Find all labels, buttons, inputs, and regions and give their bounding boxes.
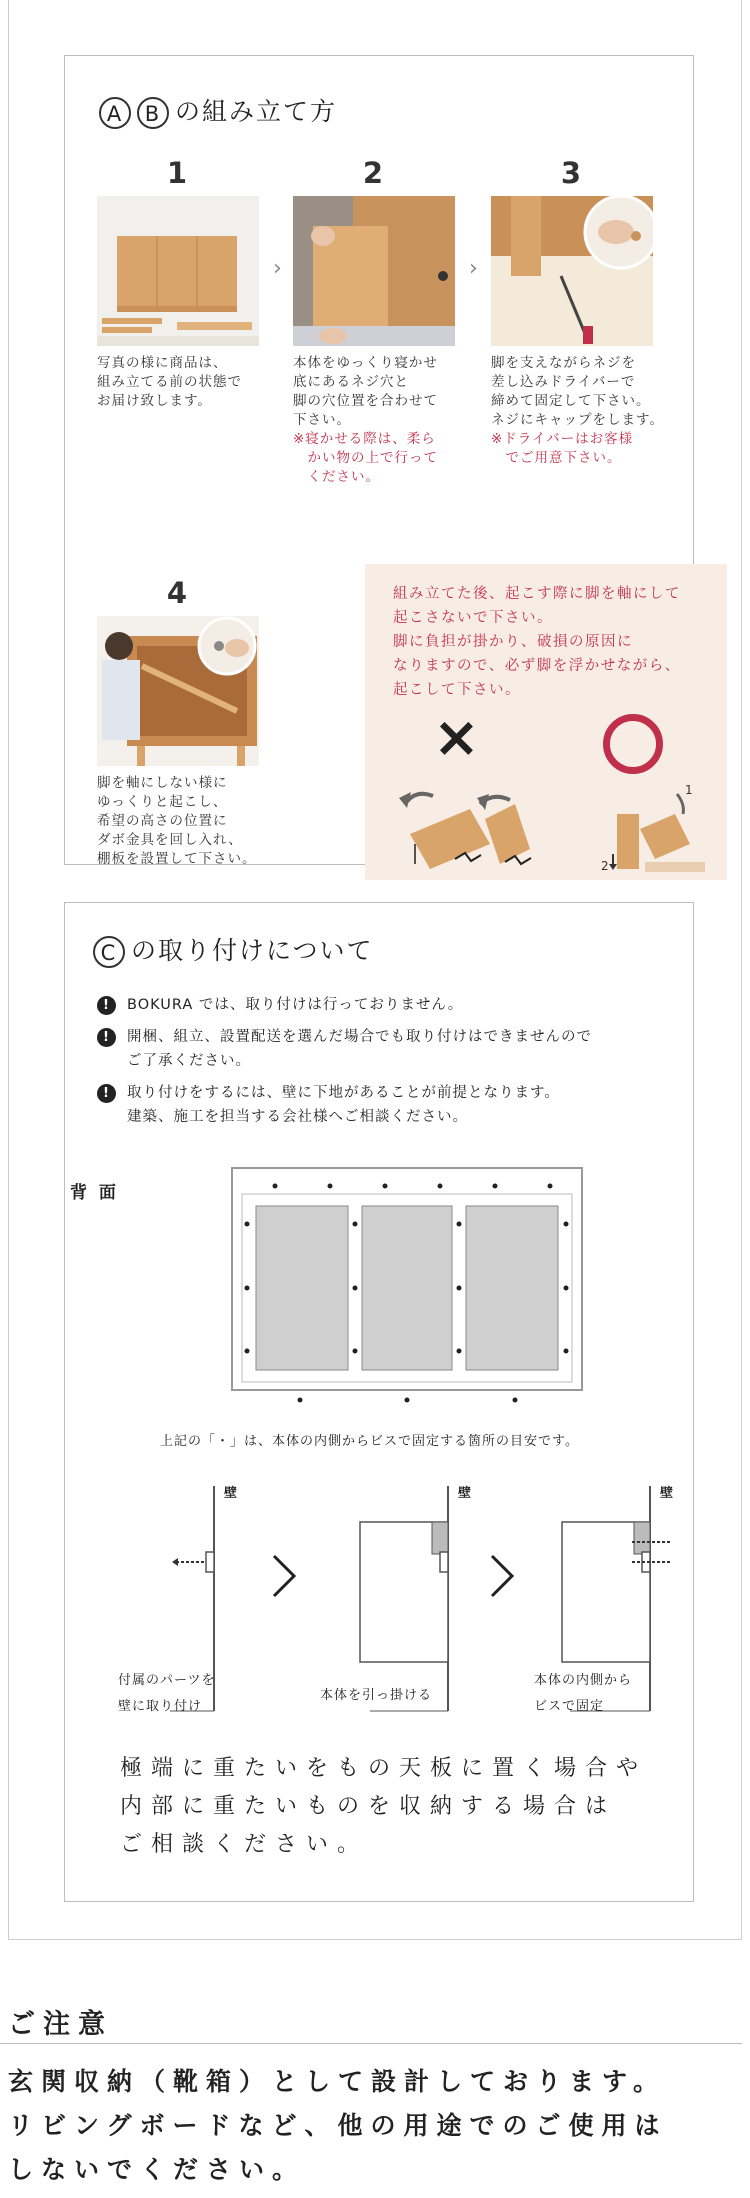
wall-label: 壁 xyxy=(224,1486,239,1501)
heavy-items-note: 極端に重たいをもの天板に置く場合や 内部に重たいものを収納する場合は ご相談ください。 xyxy=(120,1756,648,1857)
mounting-notes xyxy=(97,993,677,1137)
step-2-text: 本体をゆっくり寝かせ 底にあるネジ穴と 脚の穴位置を合わせて 下さい。 xyxy=(293,355,438,428)
badge-a: A xyxy=(99,97,131,129)
step-3-number: 3 xyxy=(560,156,582,190)
assembly-panel xyxy=(64,55,694,873)
warning-text: 組み立てた後、起こす際に脚を軸にして 起こさないで下さい。 脚に負担が掛かり、破損の原因に なりますので、必ず脚を浮かせながら、 起こして下さい。 xyxy=(393,586,681,698)
step-1-number: 1 xyxy=(166,156,188,190)
badge-c: C xyxy=(93,936,125,968)
step-2-number: 2 xyxy=(362,156,384,190)
step-2-note: ※寝かせる際は、柔ら かい物の上で行って ください。 xyxy=(293,431,438,485)
divider xyxy=(0,2043,742,2044)
exclamation-icon: ! xyxy=(97,1084,116,1103)
assembly-title-text: の組み立て方 xyxy=(175,97,338,126)
step-4-photo xyxy=(97,616,259,766)
badge-b: B xyxy=(137,97,169,129)
warning-box xyxy=(365,564,727,880)
ng-mark-icon: × xyxy=(433,705,480,770)
raise-method-illustration xyxy=(385,774,705,874)
ok-mark-icon xyxy=(603,714,663,774)
next-arrow-icon: › xyxy=(273,256,282,281)
step-4-number: 4 xyxy=(166,576,188,610)
step-2-photo xyxy=(293,196,455,346)
install-step-1-label: 付属のパーツを 壁に取り付け xyxy=(118,1673,216,1714)
step-3-photo xyxy=(491,196,653,346)
diagram-caption: 上記の「・」は、本体の内側からビスで固定する箇所の目安です。 xyxy=(160,1434,579,1449)
mounting-note: ! 開梱、組立、設置配送を選んだ場合でも取り付けはできませんので ご了承ください。 xyxy=(97,1025,677,1073)
mounting-title-text: の取り付けについて xyxy=(131,936,374,965)
mounting-note: ! BOKURA では、取り付けは行っておりません。 xyxy=(97,993,677,1017)
back-view-diagram xyxy=(230,1166,586,1416)
wall-label: 壁 xyxy=(458,1486,473,1501)
back-view-label: 背 面 xyxy=(70,1183,119,1203)
install-step-3-label: 本体の内側から ビスで固定 xyxy=(534,1673,633,1714)
mounting-title xyxy=(93,931,374,968)
caution-text: 玄関収納（靴箱）として設計しております。 リビングボードなど、他の用途でのご使用は しないでください。 xyxy=(8,2067,668,2184)
step-1-photo xyxy=(97,196,259,346)
exclamation-icon: ! xyxy=(97,996,116,1015)
step-4-text: 脚を軸にしない様に ゆっくりと起こし、 希望の高さの位置に ダボ金具を回し入れ、 棚板を設置して下さい。 xyxy=(97,775,257,867)
step-3-note: ※ドライバーはお客様 でご用意下さい。 xyxy=(491,431,634,466)
step-3-text: 脚を支えながらネジを 差し込みドライバーで 締めて固定して下さい。 ネジにキャップをします。 xyxy=(491,355,664,428)
wall-label: 壁 xyxy=(660,1486,675,1501)
caution-title: ご注意 xyxy=(8,2009,113,2040)
mounting-note: ! 取り付けをするには、壁に下地があることが前提となります。 建築、施工を担当する会社様へご相談ください。 xyxy=(97,1081,677,1129)
ok-step2-label: 2 xyxy=(601,859,609,873)
ok-step1-label: 1 xyxy=(685,783,693,797)
next-arrow-icon: › xyxy=(469,256,478,281)
exclamation-icon: ! xyxy=(97,1028,116,1047)
install-step-2-label: 本体を引っ掛ける xyxy=(320,1688,433,1703)
step-1-text: 写真の様に商品は、 組み立てる前の状態で お届け致します。 xyxy=(97,355,242,409)
assembly-title xyxy=(99,92,337,129)
